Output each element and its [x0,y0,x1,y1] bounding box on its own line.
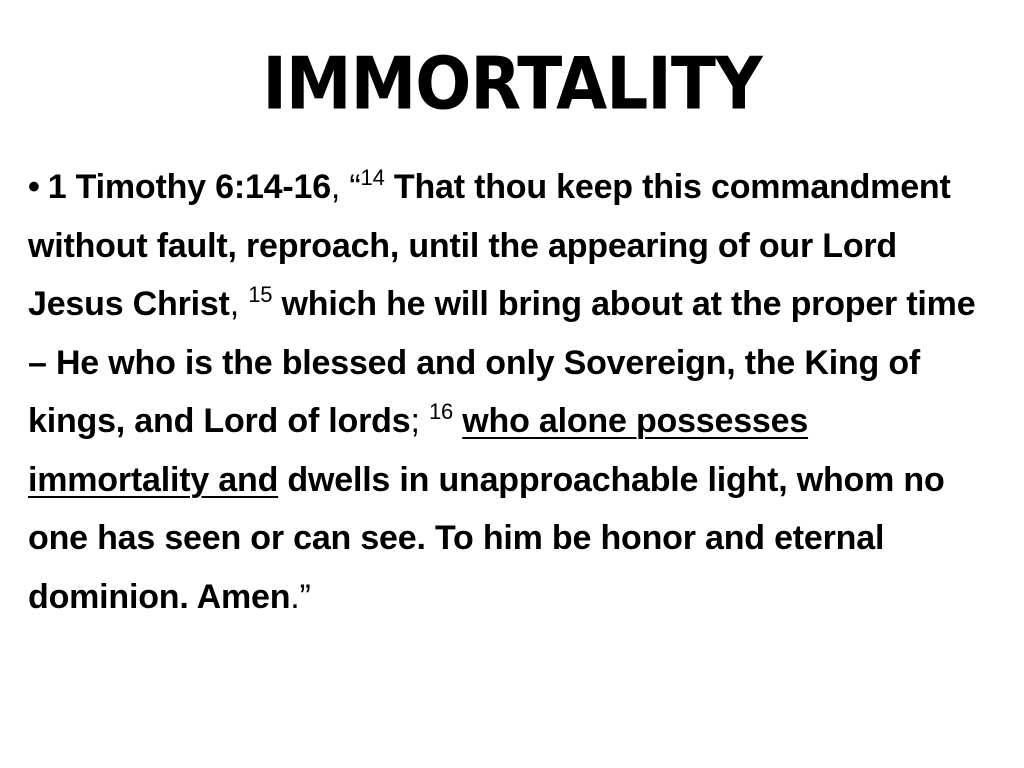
reference-comma: , [330,168,350,206]
verse-14-text: That thou keep this commandment without fault, reproach, until the appearing of our Lord Jesus Christ [28,168,951,323]
verse-15-text: which he will bring about at the proper time – He who is the blessed and only Sovereign, the King of kings, and Lord of lords [28,285,976,440]
scripture-reference: 1 Timothy 6:14-16 [47,168,331,206]
verse-number-14: 14 [360,165,385,190]
verse-14-comma: , [229,285,249,323]
open-quote: “ [349,168,361,206]
verse-16-space [453,402,462,440]
bullet-marker: • [28,168,40,206]
verse-16-text: dwells in unapproachable light, whom no one has seen or can see. To him be honor and eternal dominion. Amen [28,460,945,616]
verse-15-semicolon: ; [410,402,429,440]
verse-number-15: 15 [248,282,273,307]
slide-title: IMMORTALITY [262,41,762,126]
close-quote: ” [299,577,311,616]
underlined-phrase: who alone possesses immortality and [28,402,809,499]
bullet-paragraph [28,158,998,626]
closing-period: . [290,577,300,616]
verse-number-16: 16 [428,399,454,424]
